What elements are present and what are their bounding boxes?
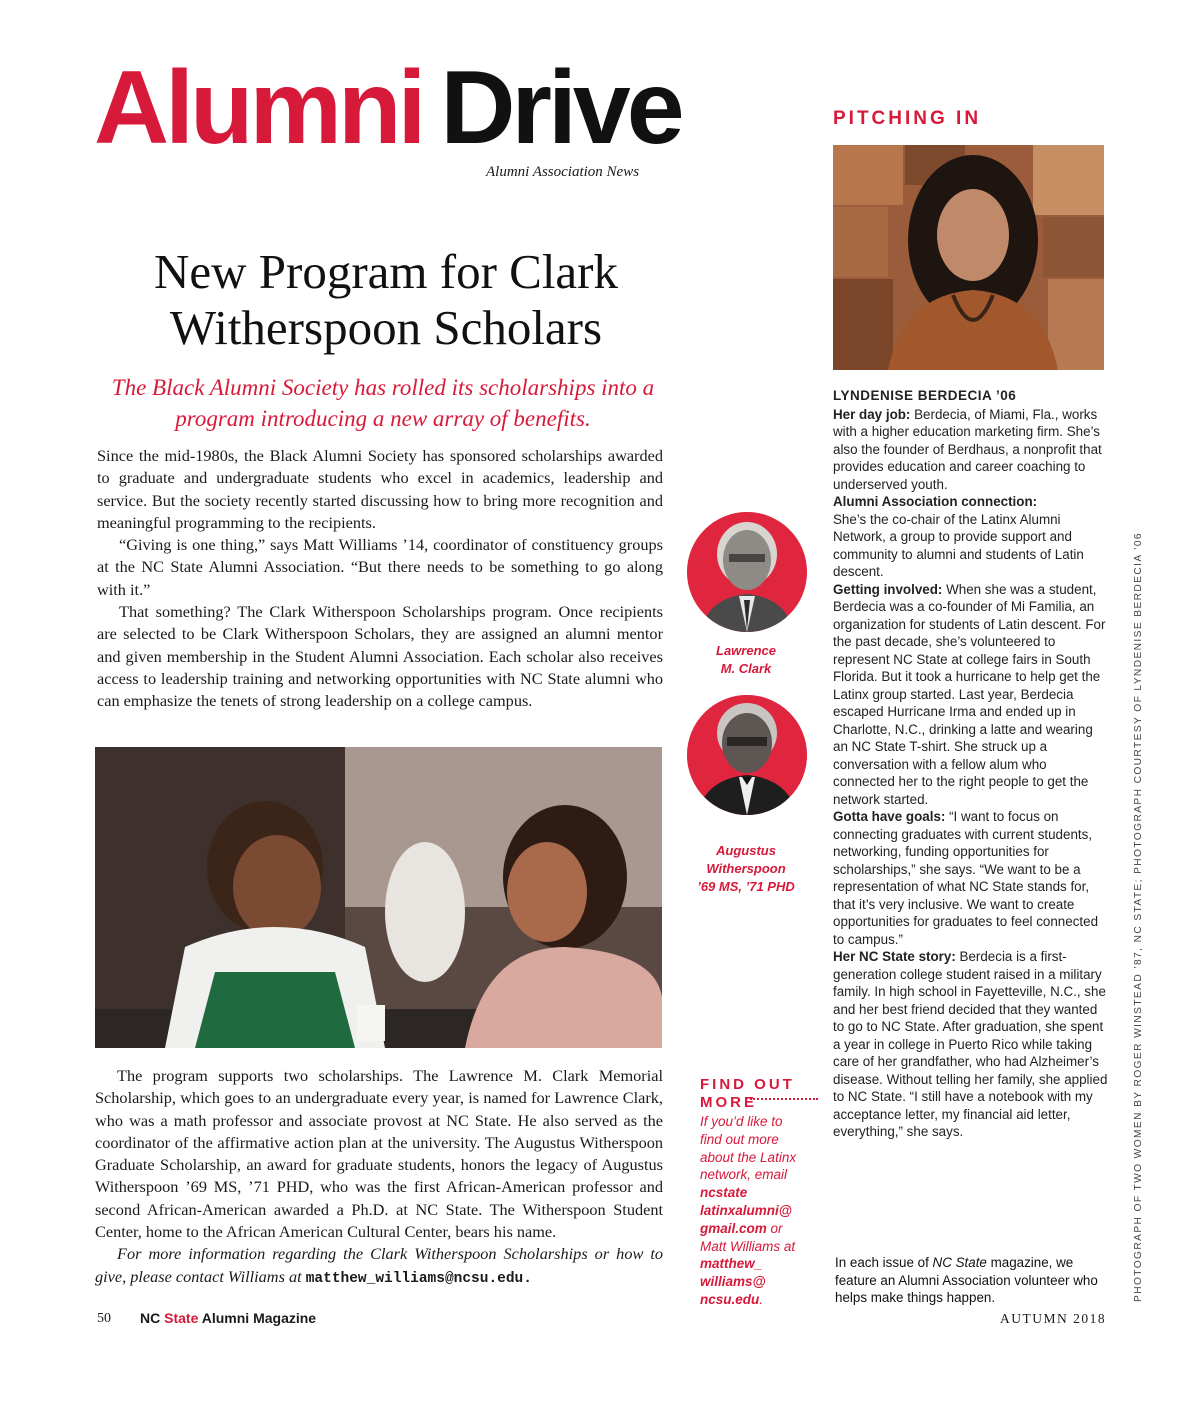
section-heading: Her NC State story: [833,949,956,964]
section-text: “I want to focus on connecting graduates with current students, networking, funding opportunities for scholarships,” she says. “We want to be a representation of what NC State stands for, that it’s very inclusive. We want to create opportunities for graduates to feel connected to campus.” [833,809,1099,947]
find-out-more-line2: MORE [700,1094,757,1111]
section-text: Berdecia is a first-generation college student raised in a military family. In high school in Fayetteville, N.C., she and her best friend decided that they wanted to go to NC State. After graduation, she spent a year in college in Puerto Rico while taking care of her grandfather, who had Alzheimer’s disease. Without telling her family, she applied to NC State. “I still have a notebook with my acceptance letter, my financial aid letter, everything,” she says. [833,949,1108,1139]
article-paragraph: The program supports two scholarships. The Lawrence M. Clark Memorial Scholarship, which goes to an undergraduate every year, is named for Lawrence Clark, who was a math professor and associate provost at NC State. He also served as the coordinator of the affirmative action plan at the university. The Augustus Witherspoon Graduate Scholarship, an award for graduate students, honors the legacy of Augustus Witherspoon ’69 MS, ’71 PHD, who was the first African-American professor and second African-American awarded a Ph.D. at NC State. The Witherspoon Student Center, home to the African American Cultural Center, bears his name. [95,1066,663,1242]
masthead-word-drive: Drive [440,50,681,166]
portrait-caption-clark [681,642,811,678]
masthead-word-alumni: Alumni [94,50,423,166]
caption-line: ’69 MS, ’71 PHD [697,879,795,894]
find-out-more-body [700,1113,808,1309]
caption-line: M. Clark [720,661,772,676]
mag-rest: Alumni Magazine [201,1310,317,1326]
masthead-title [94,50,681,166]
page-number: 50 [97,1311,111,1326]
section-heading: Her day job: [833,406,911,422]
section-heading: Alumni Association connection: [833,494,1038,509]
portrait-lawrence-clark [687,512,807,632]
portrait-augustus-witherspoon [687,695,807,815]
article-paragraph: “Giving is one thing,” says Matt Williams ’14, coordinator of constituency groups at the NC State Alumni Association. “But there needs to be something to go along with it.” [97,535,663,599]
caption-line: Witherspoon [706,861,786,876]
section-text: When she was a student, Berdecia was a co-founder of Mi Familia, an organization for students of Latin descent. For the past decade, she’s volunteered to represent NC State at college fairs in South Florida. But it took a hurricane to help get the Latinx group started. Last year, Berdecia escaped Hurricane Irma and ended up in Charlotte, N.C., drinking a latte and wearing an NC State T-shirt. She struck up a conversation with a fellow alum who connected her to the right people to get the network started. [833,581,1106,807]
profile-section [833,493,1111,581]
photo-credit: PHOTOGRAPH OF TWO WOMEN BY ROGER WINSTEAD ’87, NC STATE; PHOTOGRAPH COURTESY OF LYNDENISE BERDECIA ’06 [1133,532,1144,1302]
section-text: Berdecia, of Miami, Fla., works with a higher education marketing firm. She’s also the founder of Berdhaus, a nonprofit that provides education and career coaching to underserved youth. [833,406,1102,492]
contact-text: For more information regarding the Clark Witherspoon Scholarships or how to give, please contact Williams at [95,1244,663,1286]
profile-section [833,406,1111,494]
mag-state: State [164,1310,199,1326]
volunteer-photo [833,145,1104,370]
article-body-top [97,445,663,713]
volunteer-name: LYNDENISE BERDECIA ’06 [833,388,1017,403]
magazine-name [140,1310,316,1326]
note-magazine: NC State [932,1255,987,1270]
article-paragraph: That something? The Clark Witherspoon Scholarships program. Once recipients are selected to be Clark Witherspoon Scholars, they are assigned an alumni mentor and given membership in the Student Alumni Association. Each scholar also receives access to leadership training and networking opportunities with NC State alumni who can emphasize the tenets of strong leadership on a college campus. [97,602,663,711]
fom-text: or Matt Williams at [700,1220,796,1254]
portrait-caption-witherspoon [681,842,811,896]
latinx-email-link[interactable]: ncstate latinxalumni@ gmail.com [700,1185,792,1236]
article-contact [95,1243,663,1290]
article-deck: The Black Alumni Society has rolled its scholarships into a program introducing a new array of benefits. [111,375,655,431]
note-text: magazine, we feature an Alumni Association volunteer who helps make things happen. [835,1255,1098,1305]
article-headline: New Program for Clark Witherspoon Scholars [153,244,619,355]
dotted-rule [750,1098,818,1100]
fom-text: If you’d like to find out more about the Latinx network, email [700,1114,797,1183]
profile-section [833,808,1111,948]
section-heading: Getting involved: [833,581,943,597]
profile-section [833,581,1111,809]
students-photo [95,747,662,1048]
series-note [835,1254,1105,1307]
contact-email-link[interactable]: matthew_williams@ncsu.edu. [305,1270,532,1287]
volunteer-profile [833,387,1111,1141]
article-body-bottom [95,1065,663,1290]
note-text: In each issue of [835,1255,929,1270]
williams-email-link[interactable]: matthew_ williams@ ncsu.edu [700,1256,766,1307]
fom-end: . [759,1291,764,1307]
masthead-subtitle: Alumni Association News [486,164,640,180]
caption-line: Lawrence [716,643,776,658]
sidebar-label: PITCHING IN [833,108,982,129]
profile-section [833,948,1111,1141]
find-out-more-line1: FIND OUT [700,1076,795,1093]
article-paragraph: Since the mid-1980s, the Black Alumni Society has sponsored scholarships awarded to graduate and undergraduate students who excel in academics, leadership and service. But the society recently started discussing how to bring more recognition and meaningful programming to the recipients. [97,446,663,532]
portrait-illustration [687,512,807,632]
section-text: She’s the co-chair of the Latinx Alumni Network, a group to provide support and community to alumni and students of Latin descent. [833,511,1084,579]
mag-nc: NC [140,1310,161,1326]
volunteer-photo-illustration [833,145,1104,370]
issue-date: AUTUMN 2018 [1000,1311,1107,1326]
find-out-more-heading [700,1076,795,1112]
section-heading: Gotta have goals: [833,809,946,824]
caption-line: Augustus [716,843,776,858]
students-photo-illustration [95,747,662,1048]
portrait-illustration [687,695,807,815]
